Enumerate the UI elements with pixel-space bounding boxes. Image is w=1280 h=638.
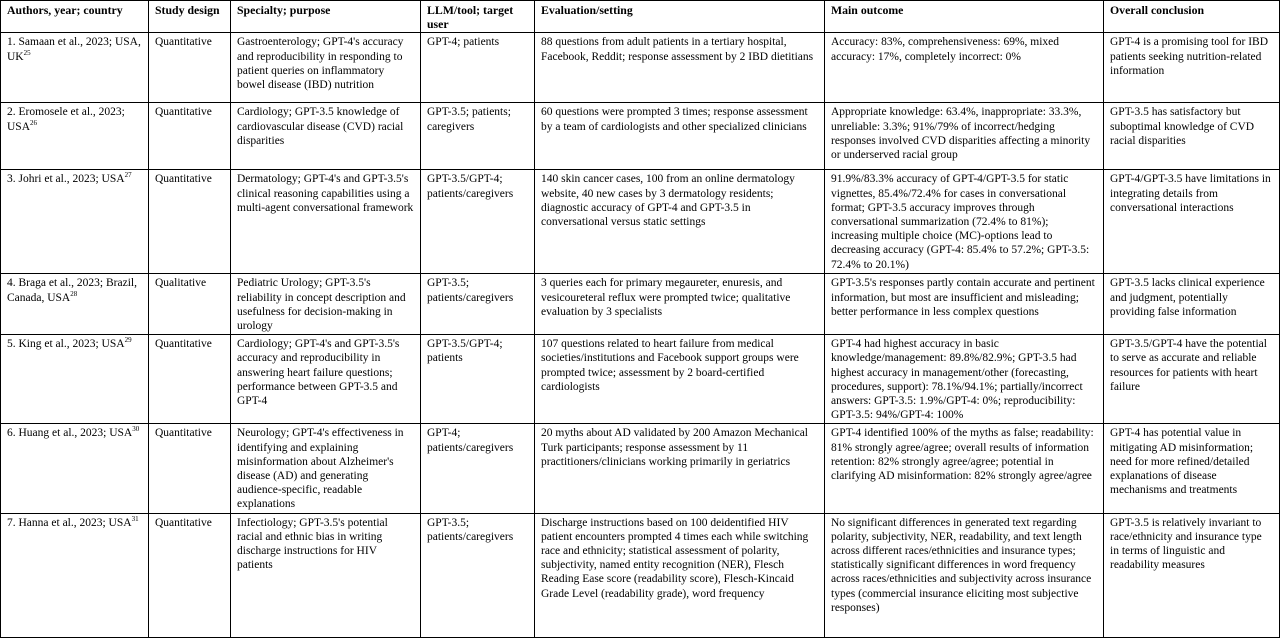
llm-cell: GPT-4; patients [421,33,535,103]
authors-text: 7. Hanna et al., 2023; USA [7,516,132,529]
authors-cell [1,424,149,513]
table-row [1,103,1280,170]
llm-cell: GPT-3.5/GPT-4; patients [421,335,535,424]
reference-number: 27 [124,171,132,180]
conclusion-cell: GPT-3.5 lacks clinical experience and judgment, potentially providing false information [1104,274,1280,335]
design-cell: Quantitative [149,513,231,637]
specialty-cell: Cardiology; GPT-4's and GPT-3.5's accuracy and reproducibility in answering heart failure questions; performance between GPT-3.5 and GPT-4 [231,335,421,424]
table-row [1,513,1280,637]
authors-text: 6. Huang et al., 2023; USA [7,427,133,440]
conclusion-cell: GPT-3.5 has satisfactory but suboptimal knowledge of CVD racial disparities [1104,103,1280,170]
specialty-cell: Dermatology; GPT-4's and GPT-3.5's clinical reasoning capabilities using a multi-agent conversational framework [231,170,421,274]
conclusion-cell: GPT-4 has potential value in mitigating AD misinformation; need for more refined/detailed explanations of disease mechanisms and treatments [1104,424,1280,513]
authors-text: 1. Samaan et al., 2023; USA, UK [7,36,141,63]
outcome-cell: GPT-4 identified 100% of the myths as false; readability: 81% strongly agree/agree; overall results of information retention: 82% strongly agree/agree; potential in clarifying AD misinformation: 82% strongly agree/agree [825,424,1104,513]
authors-text: 4. Braga et al., 2023; Brazil, Canada, USA [7,277,137,304]
header-authors: Authors, year; country [1,1,149,33]
conclusion-cell: GPT-4/GPT-3.5 have limitations in integrating details from conversational interactions [1104,170,1280,274]
outcome-cell: Appropriate knowledge: 63.4%, inappropriate: 33.3%, unreliable: 3.3%; 91%/79% of incorrect/hedging responses involved CVD disparities affecting a minority or underserved racial group [825,103,1104,170]
header-outcome: Main outcome [825,1,1104,33]
authors-cell [1,103,149,170]
table-row [1,335,1280,424]
evaluation-cell: 107 questions related to heart failure from medical societies/institutions and Facebook support groups were prompted twice; assessment by 2 board-certified cardiologists [535,335,825,424]
authors-cell [1,33,149,103]
reference-number: 31 [131,514,139,523]
reference-number: 26 [30,118,38,127]
reference-number: 30 [132,425,140,434]
llm-cell: GPT-3.5; patients; caregivers [421,103,535,170]
table-row [1,170,1280,274]
llm-cell: GPT-3.5/GPT-4; patients/caregivers [421,170,535,274]
header-llm: LLM/tool; target user [421,1,535,33]
outcome-cell: GPT-4 had highest accuracy in basic knowledge/management: 89.8%/82.9%; GPT-3.5 had highest accuracy in management/other (forecasting, procedures, support): 78.1%/94.1%; partially/incorrect answers: GPT-3.5: 1.9%/GPT-4: 0%; reproducibility: GPT-3.5: 94%/GPT-4: 100% [825,335,1104,424]
design-cell: Quantitative [149,103,231,170]
evaluation-cell: 3 queries each for primary megaureter, enuresis, and vesicoureteral reflux were prompted twice; qualitative evaluation by 3 specialists [535,274,825,335]
llm-cell: GPT-3.5; patients/caregivers [421,274,535,335]
authors-text: 5. King et al., 2023; USA [7,338,125,351]
header-evaluation: Evaluation/setting [535,1,825,33]
specialty-cell: Infectiology; GPT-3.5's potential racial and ethnic bias in writing discharge instructions for HIV patients [231,513,421,637]
table-row [1,424,1280,513]
llm-cell: GPT-4; patients/caregivers [421,424,535,513]
design-cell: Quantitative [149,424,231,513]
header-conclusion: Overall conclusion [1104,1,1280,33]
specialty-cell: Cardiology; GPT-3.5 knowledge of cardiovascular disease (CVD) racial disparities [231,103,421,170]
llm-cell: GPT-3.5; patients/caregivers [421,513,535,637]
table-row [1,33,1280,103]
specialty-cell: Neurology; GPT-4's effectiveness in identifying and explaining misinformation about Alzheimer's disease (AD) and generating audience-specific, readable explanations [231,424,421,513]
conclusion-cell: GPT-4 is a promising tool for IBD patients seeking nutrition-related information [1104,33,1280,103]
design-cell: Quantitative [149,170,231,274]
reference-number: 28 [70,289,78,298]
design-cell: Qualitative [149,274,231,335]
specialty-cell: Gastroenterology; GPT-4's accuracy and reproducibility in responding to patient queries on inflammatory bowel disease (IBD) nutrition [231,33,421,103]
design-cell: Quantitative [149,335,231,424]
header-design: Study design [149,1,231,33]
specialty-cell: Pediatric Urology; GPT-3.5's reliability in concept description and usefulness for decision-making in urology [231,274,421,335]
evaluation-cell: 60 questions were prompted 3 times; response assessment by a team of cardiologists and other specialized clinicians [535,103,825,170]
conclusion-cell: GPT-3.5 is relatively invariant to race/ethnicity and insurance type in terms of linguistic and readability measures [1104,513,1280,637]
outcome-cell: 91.9%/83.3% accuracy of GPT-4/GPT-3.5 for static vignettes, 85.4%/72.4% for cases in conversational format; GPT-3.5 accuracy improves through conversational summarization (72.4% to 81%); increasing multiple choice (MC)-options lead to decreasing accuracy (GPT-4: 85.4% to 57.2%; GPT-3.5: 72.4% to 20.1%) [825,170,1104,274]
header-row [1,1,1280,33]
authors-text: 3. Johri et al., 2023; USA [7,173,125,186]
authors-cell [1,274,149,335]
reference-number: 29 [124,336,132,345]
evaluation-cell: 140 skin cancer cases, 100 from an online dermatology website, 40 new cases by 3 dermatology residents; diagnostic accuracy of GPT-4 and GPT-3.5 in conversational versus static settings [535,170,825,274]
evaluation-cell: 88 questions from adult patients in a tertiary hospital, Facebook, Reddit; response assessment by 2 IBD dietitians [535,33,825,103]
evaluation-cell: 20 myths about AD validated by 200 Amazon Mechanical Turk participants; response assessment by 11 practitioners/clinicians working primarily in geriatrics [535,424,825,513]
header-specialty: Specialty; purpose [231,1,421,33]
conclusion-cell: GPT-3.5/GPT-4 have the potential to serve as accurate and reliable resources for patients with heart failure [1104,335,1280,424]
authors-cell [1,170,149,274]
outcome-cell: GPT-3.5's responses partly contain accurate and pertinent information, but most are insufficient and misleading; better performance in less complex questions [825,274,1104,335]
table-row [1,274,1280,335]
evaluation-cell: Discharge instructions based on 100 deidentified HIV patient encounters prompted 4 times each while switching race and ethnicity; statistical assessment of polarity, subjectivity, named entity recognition (NER), Flesch Reading Ease score (readability score), Flesch-Kincaid Grade Level (readability grade), word frequency [535,513,825,637]
authors-cell [1,513,149,637]
outcome-cell: Accuracy: 83%, comprehensiveness: 69%, mixed accuracy: 17%, completely incorrect: 0% [825,33,1104,103]
authors-text: 2. Eromosele et al., 2023; USA [7,106,125,133]
outcome-cell: No significant differences in generated text regarding polarity, subjectivity, NER, readability, and text length across different races/ethnicities and insurance types; statistically significant differences in word frequency across races/ethnicities and subjectivity across insurance types (commercial insurance eliciting most subjective responses) [825,513,1104,637]
reference-number: 25 [23,48,31,57]
design-cell: Quantitative [149,33,231,103]
authors-cell [1,335,149,424]
